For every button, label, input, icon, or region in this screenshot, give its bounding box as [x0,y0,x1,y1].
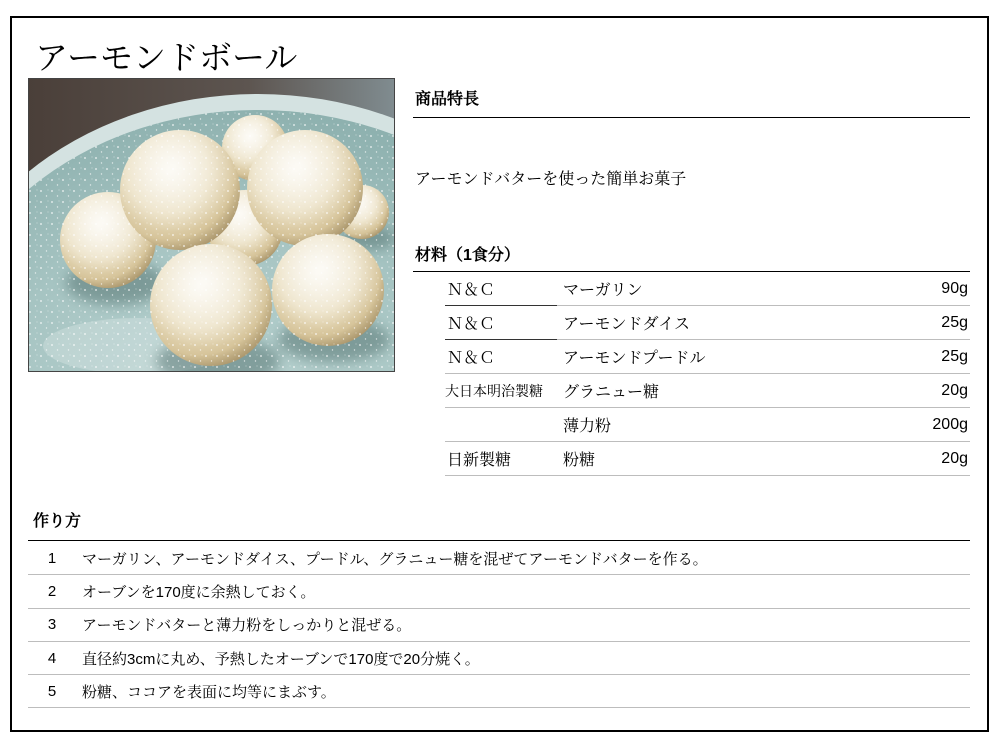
method-rule [28,540,970,541]
features-rule [413,117,970,118]
method-step [28,542,970,575]
ingredient-row [445,374,970,408]
step-number: 1 [47,549,57,567]
ingredient-row [445,306,970,340]
ingredient-maker: Ｎ＆Ｃ [445,272,557,306]
ingredient-row [445,442,970,476]
ingredient-name: マーガリン [557,272,890,306]
features-text: アーモンドバターを使った簡単お菓子 [415,171,687,188]
ingredient-maker: Ｎ＆Ｃ [445,340,557,374]
method-step [28,575,970,608]
recipe-title: アーモンドボール [35,39,298,76]
step-number: 4 [47,649,57,667]
ingredient-amount: 200g [890,408,970,442]
method-step [28,642,970,675]
ingredient-maker: Ｎ＆Ｃ [445,306,557,340]
method-step [28,675,970,708]
step-text: オーブンを170度に余熱しておく。 [82,583,316,601]
ingredients-table [445,272,970,476]
ingredient-amount: 20g [890,442,970,476]
almond-balls-photo [28,78,395,372]
ingredient-row [445,408,970,442]
step-text: アーモンドバターと薄力粉をしっかりと混ぜる。 [82,617,412,635]
ingredient-name: アーモンドダイス [557,306,890,340]
step-text: 直径約3cmに丸め、予熱したオーブンで170度で20分焼く。 [82,650,480,668]
step-number: 5 [47,682,57,700]
method-heading: 作り方 [33,513,82,530]
features-heading: 商品特長 [415,91,480,108]
ingredient-amount: 20g [890,374,970,408]
ingredient-amount: 25g [890,340,970,374]
product-photo [28,78,395,372]
ingredient-name: グラニュー糖 [557,374,890,408]
method-steps [28,542,970,708]
ingredient-name: 粉糖 [557,442,890,476]
method-step [28,609,970,642]
ingredient-row [445,340,970,374]
step-text: 粉糖、ココアを表面に均等にまぶす。 [82,683,336,701]
step-number: 2 [47,582,57,600]
ingredient-name: 薄力粉 [557,408,890,442]
step-text: マーガリン、アーモンドダイス、プードル、グラニュー糖を混ぜてアーモンドバターを作る。 [82,550,708,568]
ingredient-maker: 日新製糖 [445,442,557,476]
ingredient-maker: 大日本明治製糖 [445,374,557,408]
ingredient-amount: 25g [890,306,970,340]
ingredients-heading: 材料（1食分） [415,247,520,264]
ingredient-name: アーモンドプードル [557,340,890,374]
step-number: 3 [47,616,57,634]
ingredient-row [445,272,970,306]
ingredient-maker-empty [445,408,557,442]
ingredient-amount: 90g [890,272,970,306]
